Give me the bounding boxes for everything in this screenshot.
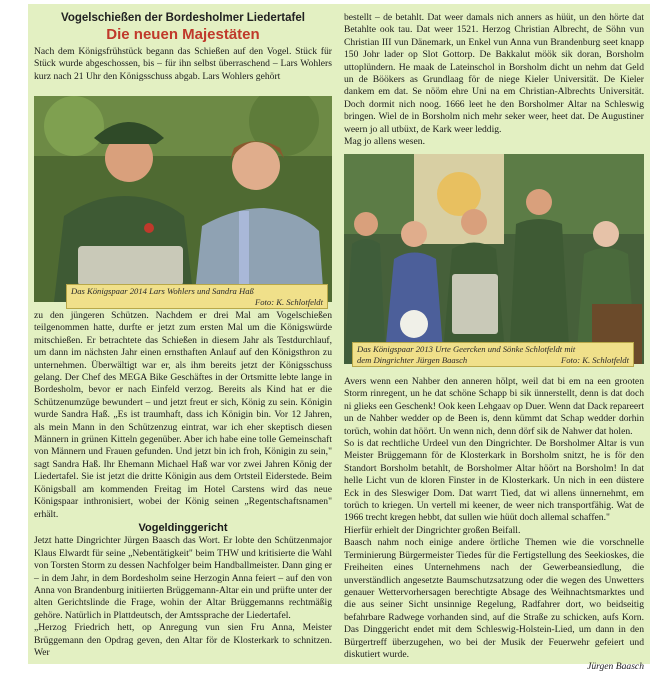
body-paragraph: Mag jo allens wesen.: [344, 136, 425, 148]
photo-kings-couple-2013: [344, 154, 644, 364]
left-column-intro: [34, 46, 332, 83]
body-paragraph: bestellt – de betahlt. Dat weer damals nich anners as hüüt, un den hörte dat Betahlte ook tau. Dat weer 1521. Herzog Christian Albrecht, de Söhn vun Christian III vun Dänemark, un Enkel vun Anna vun Brandenburg seet knapp 150 Johr lader op Slot Gottorp. De Bakkalut möök sik doran, Borsholm uttoplündern. He maak de Lateinschol in Borsholm dicht un nehm dat Geld un de Böökers as Grundlaag för de niege Kieler Universität. De Kieler dankem em dat. Se nööm ehre Uni na em Christian-Albrechts Universität. Doch dormit nich noog. 1666 leet he den Borsholmer Altar na Schleswig bringen. Wiel de in Borsholm nich mehr seker weer, heet dat. De Augustiner weern jo all utbüxt, de Kark weer leddig.: [344, 12, 644, 135]
photo-caption-left: [66, 284, 328, 309]
caption-right-line2: dem Dingrichter Jürgen Baasch: [357, 354, 468, 365]
photo-caption-right: [352, 342, 634, 367]
article-kicker: Vogelschießen der Bordesholmer Liedertafel: [61, 12, 305, 24]
photo-kings-couple-2014: [34, 96, 332, 302]
article-headline: Die neuen Majestäten: [106, 26, 260, 43]
body-paragraph: Hierfür erhielt der Dingrichter großen Beifall.: [344, 524, 521, 536]
body-paragraph: So is dat rechtliche Urdeel vun den Dingrichter. De Borsholmer Altar is vun Meister Brüggemann för de Klosterkark in Borsholm snitzt, he is för den Standort Borsholm betahlt, de Borsholmer Altar höört na Borsholm! In dat helle Licht vun de kloren Finster in de Klosterkark. Un nich in een düstere Eck in des Sleswiger Dom. Dat warrt Tied, dat wi allens ünnernehmt, em torüch to kriegen. Un vertell mi keener, de weer nich transportfähig. Wat de 1966 trecht kregen hebbt, dat sullen wie hüüt doch allemal schaffen.": [344, 438, 644, 524]
body-paragraph: „Herzog Friedrich hett, op Anregung vun sien Fru Anna, Meister Brüggemann den Opdrag geven, den Altar för de Klosterkark to schnitzen. Wer: [34, 622, 332, 658]
caption-left-text: Das Königspaar 2014 Lars Wohlers und Sandra Haß: [71, 286, 254, 296]
right-column-top: [344, 12, 644, 148]
right-column-body: [344, 376, 644, 674]
body-paragraph: Jetzt hatte Dingrichter Jürgen Baasch das Wort. Er lobte den Schützenmajor Klaus Elwardt für seine „Nebentätigkeit" beim THW und kritisierte die Wahl von Torsten Storm zu dessen Nachfolger beim Handballmeister. Dann ging er – in dem Jahr, in dem Bordesholm seine Herzogin Anna feiert – auf den von Anna von Brandenburg initiierten Brüggemann-Altar ein und prüfte unter der alten Gerichtslinde die Frage, wohin der Altar Brüggemanns rechtmäßig gehöre. Natürlich in Plattdeutsch, der Amtssprache der Liedertafel.: [34, 535, 332, 621]
caption-right-line1: Das Königspaar 2013 Urte Geercken und Sönke Schlotfeldt mit: [357, 344, 576, 354]
section-subhead: Vogeldinggericht: [138, 521, 228, 534]
body-paragraph: Baasch nahm noch einige andere örtliche Themen wie die vorschnelle Terminierung Bürgermeister Tiedes für die Fertigstellung des Seekioskes, die Freiheiten eines Unternehmens nach der Gewerbeansiedlung, die unverständlich angesetzte Baumschutzsatzung oder die wegen des Unwetters genauer Wettervorhersagen berechtigte Absage des Weihnachtsmarktes und die aus seiner Sicht unsinnige Regelung, Radfahrer dort, wo beidseitig befahrbare Radwege vorhanden sind, auf die Straße zu schicken, aufs Korn. Das Dinggericht endet mit dem Schleswig-Holstein-Lied, um dann in den Bürgertreff überzugehen, wo bei der Musik der Feuerwehr gefeiert und diskutiert wurde.: [344, 537, 644, 660]
left-column-body: [34, 310, 332, 659]
body-paragraph: zu den jüngeren Schützen. Nachdem er drei Mal am Vogelschießen teilgenommen hatte, durfte er jetzt zum ersten Mal um die Königswürde mitschießen. Er betrachtete das Schießen in diesem Jahr als Testdurchlauf, um dann im nächsten Jahr einen ernsthaften Anlauf auf den Königsthron zu unternehmen. Überwältigt war er, als ihm bereits jetzt der Königsschuss gelang. Der Chef des MEGA Bike Geschäftes in der Ortsmitte lebte lange in Bordesholm, bevor er nach Einfeld verzog. Bereits als Kind hat er die Schützenumzüge bewundert – und jetzt freut er sich, König zu sein. Königin wurde Sandra Haß. „Es ist traumhaft, dass ich Königin bin. Vor 12 Jahren, als mein Mann in den Schützenzug eintrat, war ich eher skeptisch diesen Männern in grünen Kitteln gegenüber. Aber ich habe eine tolle Gemeinschaft von Männern und Frauen gefunden. Und jetzt bin ich froh, Königin zu sein," sagt Sandra Haß. Ihr Ehemann Michael Haß war vor zwei Jahren König der Liedertafel. Sie ist jetzt die dritte Königin aus dem Ortsteil Eiderstede. Beim Königsball am kommenden Freitag im Hotel Carstens wird das neue Königspaar inthronisiert, wobei der König seinen „Regentschaftsnamen" erhält.: [34, 310, 332, 520]
caption-left-credit: Foto: K. Schlotfeldt: [254, 296, 323, 307]
caption-right-credit: Foto: K. Schlotfeldt: [560, 354, 629, 365]
newspaper-page: [28, 4, 650, 673]
author-signature: Jürgen Baasch: [587, 661, 644, 673]
body-paragraph: Avers wenn een Nahber den anneren hölpt, weil dat bi em na een grooten Storm rinregent, un he dat schöne Schapp bi sik ünnerstellt, denn is dat doch ni glieks een Geschenk! Ook keen Lehgaav op Duer. Wenn dat Dack repareert un de Nahber wedder op de Been is, denn kümmt dat Schap wedder dorhin torüch, wohin dat höört. Un wenn nich, denn dörf sik de Nahwer dat holen.: [344, 376, 644, 437]
intro-paragraph: Nach dem Königsfrühstück begann das Schießen auf den Vogel. Stück für Stück wurde abgeschossen, bis – für ihn selbst überraschend – Lars Wohlers kurz nach 21 Uhr den Königsschuss abgab. Lars Wohlers gehört: [34, 46, 332, 82]
